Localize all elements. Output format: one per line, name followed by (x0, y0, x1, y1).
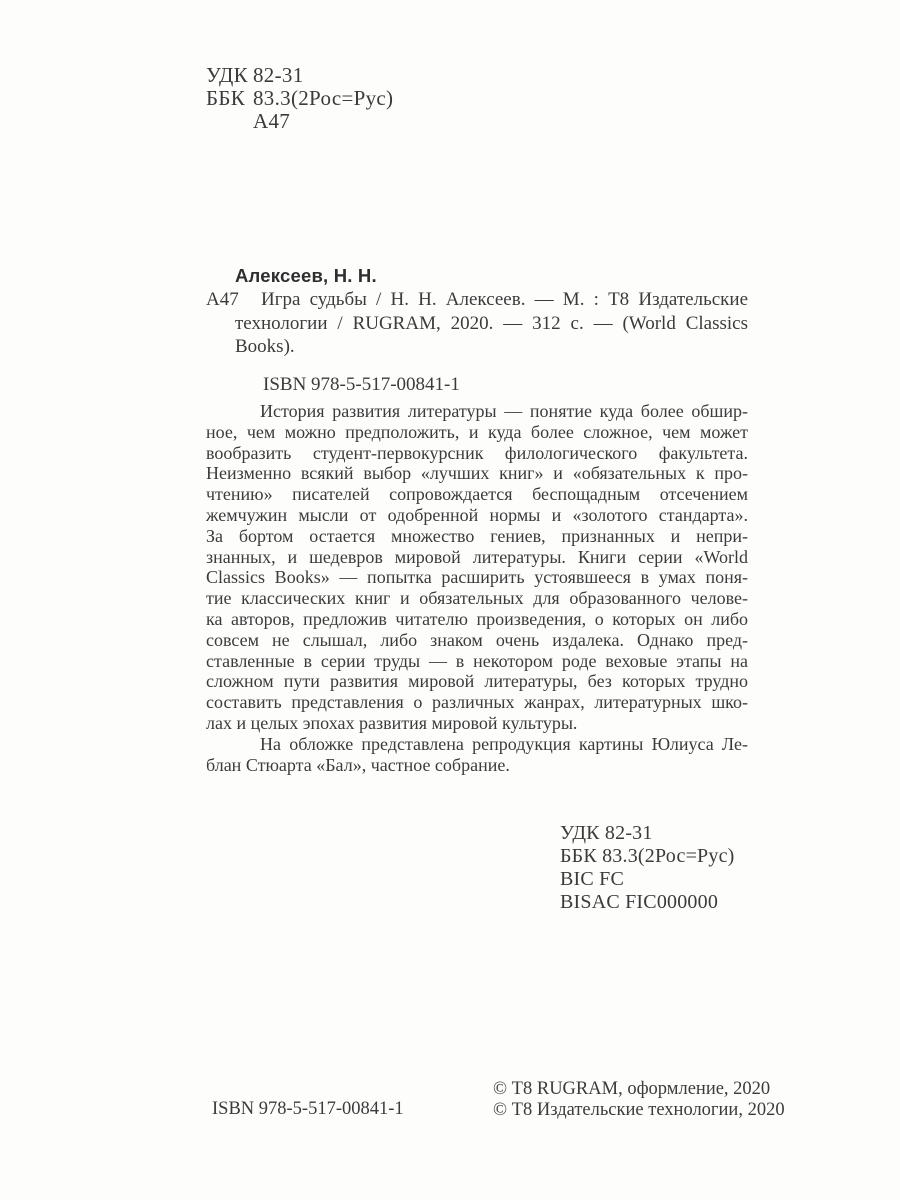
udk-value: 82-31 (253, 63, 304, 87)
annotation-line: ставленные в серии труды — в некотором роде веховые этапы на (206, 650, 748, 671)
bic-code: BIC FC (560, 868, 625, 890)
bisac-code: BISAC FIC000000 (560, 891, 719, 913)
annotation-line: История развития литературы — понятие куда более обшир- (260, 401, 748, 421)
top-catalog-codes (206, 64, 393, 133)
annotation-line: За бортом остается множество гениев, признанных и непри- (206, 525, 748, 546)
copyright-line: © Т8 Издательские технологии, 2020 (493, 1100, 785, 1120)
bibliographic-lines (235, 288, 748, 359)
annotation-line: жемчужин мысли от одобренной нормы и «золотого стандарта». (206, 504, 748, 525)
bbk-value: 83.3(2Рос=Рус) (253, 86, 394, 110)
annotation-line: вообразить студент-первокурсник филологического факультета. (206, 442, 748, 463)
udk-label: УДК (206, 63, 248, 87)
bib-line: Игра судьбы / Н. Н. Алексеев. — М. : Т8 Издательские (261, 289, 748, 310)
annotation-line: тие классических книг и обязательных для образованного челове- (206, 588, 748, 609)
isbn-line: ISBN 978-5-517-00841-1 (263, 373, 460, 395)
annotation-line: ное, чем можно предположить, и куда более сложное, чем может (206, 421, 748, 442)
udk-row (206, 64, 393, 87)
bbk-row (206, 87, 393, 110)
annotation-line: чтению» писателей сопровождается беспощадным отсечением (206, 484, 748, 505)
catalog-card (206, 265, 748, 396)
author-code-value: А47 (253, 109, 291, 133)
annotation-line: знанных, и шедевров мировой литературы. Книги серии «World (206, 546, 748, 567)
annotation-line: совсем не слышал, либо знаком очень издалека. Однако пред- (206, 629, 748, 650)
udk-bottom: УДК 82-31 (560, 822, 653, 844)
annotation-line: ка авторов, предложив читателю произведения, о которых он либо (206, 608, 748, 629)
bibliographic-entry (206, 288, 748, 359)
annotation-line: Неизменно всякий выбор «лучших книг» и «обязательных к про- (206, 463, 748, 484)
footer-isbn: ISBN 978-5-517-00841-1 (212, 1099, 404, 1119)
annotation-line: Classics Books» — попытка расширить устоявшееся в умах поня- (206, 567, 748, 588)
annotation-line: сложном пути развития мировой литературы, без которых трудно (206, 671, 748, 692)
bottom-classification-codes (560, 822, 735, 914)
bbk-bottom: ББК 83.3(2Рос=Рус) (560, 845, 735, 867)
copyright-block (493, 1079, 785, 1121)
copyright-line: © Т8 RUGRAM, оформление, 2020 (493, 1079, 771, 1099)
annotation-text (206, 401, 748, 775)
author-name: Алексеев, Н. Н. (235, 265, 377, 286)
annotation-line: составить представления о различных жанрах, литературных шко- (206, 692, 748, 713)
annotation-line: лах и целых эпохах развития мировой культуры. (206, 712, 578, 733)
author-code-row (206, 110, 393, 133)
annotation-line: На обложке представлена репродукция картины Юлиуса Ле- (260, 733, 748, 754)
bib-line: Books). (235, 336, 295, 357)
annotation-line: блан Стюарта «Бал», частное собрание. (206, 754, 510, 775)
bib-line: технологии / RUGRAM, 2020. — 312 с. — (World Classics (235, 312, 748, 334)
entry-code: А47 (206, 289, 239, 310)
bbk-label: ББК (206, 86, 246, 110)
